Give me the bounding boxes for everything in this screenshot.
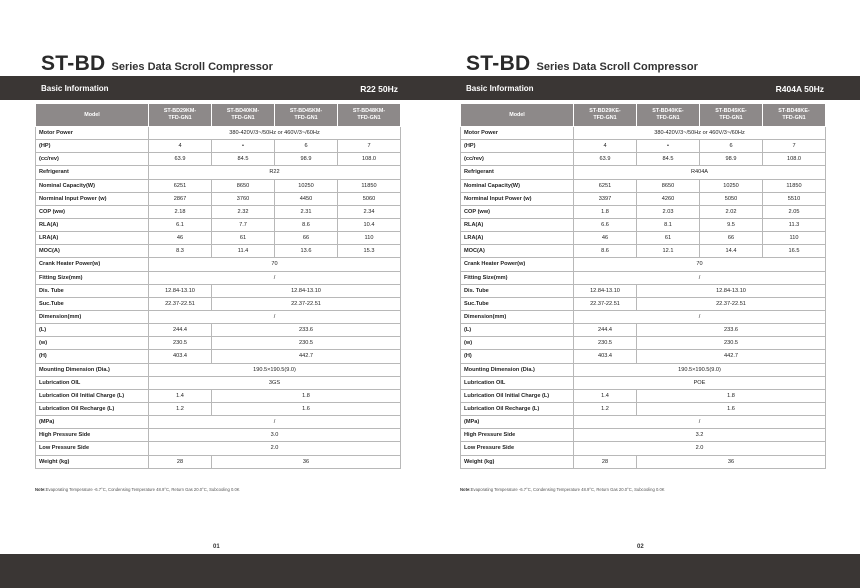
table-row	[461, 153, 826, 166]
row-label: Refrigerant	[461, 166, 574, 179]
table-cell: 7	[763, 140, 826, 153]
table-row	[461, 402, 826, 415]
table-cell: 2.02	[700, 205, 763, 218]
table-cell: 98.9	[700, 153, 763, 166]
table-cell: 244.4	[149, 324, 212, 337]
row-label: Dimension(mm)	[461, 310, 574, 323]
table-row	[461, 376, 826, 389]
row-label: Nominal Capacity(W)	[36, 179, 149, 192]
table-cell: R22	[149, 166, 401, 179]
row-label: (MPa)	[461, 416, 574, 429]
row-label: Fitting Size(mm)	[36, 271, 149, 284]
table-row	[461, 324, 826, 337]
table-cell: 2.05	[763, 205, 826, 218]
table-row	[36, 205, 401, 218]
table-cell: 403.4	[574, 350, 637, 363]
table-row	[461, 140, 826, 153]
table-cell: 5050	[700, 192, 763, 205]
table-cell: 22.37-22.51	[637, 297, 826, 310]
table-cell: 230.5	[574, 337, 637, 350]
spec-table	[460, 103, 826, 469]
row-label: Low Pressure Side	[461, 442, 574, 455]
table-cell: R404A	[574, 166, 826, 179]
table-cell: 12.84-13.10	[574, 284, 637, 297]
table-cell: 14.4	[700, 245, 763, 258]
table-row	[36, 310, 401, 323]
table-row	[461, 337, 826, 350]
table-cell: 10250	[700, 179, 763, 192]
note	[35, 487, 240, 492]
title-main: ST-BD	[466, 52, 531, 75]
spec-table	[35, 103, 401, 469]
table-row	[36, 218, 401, 231]
page-title	[466, 52, 698, 76]
table-cell: 1.4	[574, 389, 637, 402]
row-label: Crank Heater Power(w)	[36, 258, 149, 271]
model-column-header: ST-BD40KE- TFD-GN1	[637, 104, 700, 127]
row-label: Suc.Tube	[36, 297, 149, 310]
table-cell: 4	[574, 140, 637, 153]
table-cell: 3GS	[149, 376, 401, 389]
table-cell: /	[149, 271, 401, 284]
table-cell: 1.2	[149, 402, 212, 415]
table-cell: 9.5	[700, 218, 763, 231]
model-header: Model	[461, 104, 574, 127]
row-label: LRA(A)	[36, 232, 149, 245]
table-row	[36, 416, 401, 429]
table-cell: 233.6	[212, 324, 401, 337]
table-cell: 8.1	[637, 218, 700, 231]
row-label: RLA(A)	[461, 218, 574, 231]
table-row	[36, 153, 401, 166]
title-sub: Series Data Scroll Compressor	[111, 61, 273, 73]
note-label: Note:	[35, 487, 46, 492]
row-label: High Pressure Side	[461, 429, 574, 442]
model-column-header: ST-BD45KE- TFD-GN1	[700, 104, 763, 127]
table-cell: /	[149, 310, 401, 323]
footer-bar	[0, 554, 860, 588]
note-text: Evaporating Temperature -6.7°C, Condensing Temperature 48.9°C, Return Gas 20.0°C, Subcooling 0.0K	[45, 487, 240, 492]
table-cell: 46	[574, 232, 637, 245]
row-label: (w)	[36, 337, 149, 350]
model-column-header: ST-BD45KM- TFD-GN1	[275, 104, 338, 127]
table-cell: 2.18	[149, 205, 212, 218]
table-cell: /	[574, 310, 826, 323]
table-row	[461, 363, 826, 376]
row-label: RLA(A)	[36, 218, 149, 231]
table-row	[36, 271, 401, 284]
table-cell: 22.37-22.51	[212, 297, 401, 310]
table-cell: 190.5×190.5(9.0)	[149, 363, 401, 376]
row-label: (HP)	[461, 140, 574, 153]
row-label: Dis. Tube	[461, 284, 574, 297]
table-cell: 1.6	[212, 402, 401, 415]
table-row	[461, 245, 826, 258]
row-label: MOC(A)	[36, 245, 149, 258]
row-label: Weight (kg)	[36, 455, 149, 468]
model-header: Model	[36, 104, 149, 127]
table-cell: 3397	[574, 192, 637, 205]
table-cell: 3.2	[574, 429, 826, 442]
table-cell: •	[637, 140, 700, 153]
row-label: Dis. Tube	[36, 284, 149, 297]
table-row	[36, 389, 401, 402]
table-cell: 66	[275, 232, 338, 245]
table-row	[461, 232, 826, 245]
table-row	[36, 455, 401, 468]
row-label: Lubrication Oil Recharge (L)	[36, 402, 149, 415]
table-row	[461, 192, 826, 205]
note	[460, 487, 665, 492]
table-row	[36, 337, 401, 350]
table-cell: 6.6	[574, 218, 637, 231]
table-cell: 7.7	[212, 218, 275, 231]
table-cell: 230.5	[637, 337, 826, 350]
row-label: High Pressure Side	[36, 429, 149, 442]
table-cell: 1.8	[574, 205, 637, 218]
table-cell: 1.4	[149, 389, 212, 402]
table-row	[36, 363, 401, 376]
table-header-row	[36, 104, 401, 127]
table-cell: 63.9	[574, 153, 637, 166]
page-title	[41, 52, 273, 76]
table-row	[36, 245, 401, 258]
table-cell: 13.6	[275, 245, 338, 258]
model-column-header: ST-BD40KM- TFD-GN1	[212, 104, 275, 127]
table-cell: 5510	[763, 192, 826, 205]
table-cell: 63.9	[149, 153, 212, 166]
row-label: Norminal Input Power (w)	[36, 192, 149, 205]
table-cell: 36	[637, 455, 826, 468]
row-label: Lubrication Oil Initial Charge (L)	[36, 389, 149, 402]
row-label: Fitting Size(mm)	[461, 271, 574, 284]
page-number: 01	[213, 544, 220, 550]
table-cell: 6	[700, 140, 763, 153]
row-label: Lubrication Oil Recharge (L)	[461, 402, 574, 415]
table-cell: 46	[149, 232, 212, 245]
table-row	[36, 429, 401, 442]
table-row	[36, 232, 401, 245]
table-row	[36, 179, 401, 192]
table-cell: 22.37-22.51	[574, 297, 637, 310]
table-cell: 380-420V/3~/50Hz or 460V/3~/60Hz	[149, 127, 401, 140]
table-cell: 4	[149, 140, 212, 153]
table-cell: 8.6	[574, 245, 637, 258]
table-cell: 6251	[149, 179, 212, 192]
row-label: LRA(A)	[461, 232, 574, 245]
table-row	[461, 284, 826, 297]
row-label: Low Pressure Side	[36, 442, 149, 455]
table-row	[461, 297, 826, 310]
model-column-header: ST-BD48KM- TFD-GN1	[338, 104, 401, 127]
table-cell: 61	[212, 232, 275, 245]
row-label: (H)	[461, 350, 574, 363]
table-cell: 15.3	[338, 245, 401, 258]
table-row	[36, 284, 401, 297]
row-label: Crank Heater Power(w)	[461, 258, 574, 271]
table-row	[36, 402, 401, 415]
table-cell: 2.34	[338, 205, 401, 218]
table-cell: 3.0	[149, 429, 401, 442]
table-row	[36, 140, 401, 153]
row-label: Refrigerant	[36, 166, 149, 179]
table-cell: 12.84-13.10	[637, 284, 826, 297]
table-cell: 11850	[763, 179, 826, 192]
table-cell: 3760	[212, 192, 275, 205]
table-cell: 2.0	[149, 442, 401, 455]
table-cell: 4450	[275, 192, 338, 205]
table-cell: 2.32	[212, 205, 275, 218]
table-cell: 8.3	[149, 245, 212, 258]
table-cell: 108.0	[763, 153, 826, 166]
table-row	[36, 127, 401, 140]
model-column-header: ST-BD29KE- TFD-GN1	[574, 104, 637, 127]
table-cell: 6.1	[149, 218, 212, 231]
table-cell: 16.5	[763, 245, 826, 258]
table-row	[461, 218, 826, 231]
table-cell: /	[574, 416, 826, 429]
table-cell: 6251	[574, 179, 637, 192]
table-cell: 6	[275, 140, 338, 153]
table-row	[36, 166, 401, 179]
table-cell: 70	[149, 258, 401, 271]
table-cell: 28	[149, 455, 212, 468]
row-label: (cc/rev)	[461, 153, 574, 166]
page-number: 02	[637, 544, 644, 550]
row-label: (MPa)	[36, 416, 149, 429]
table-cell: 230.5	[149, 337, 212, 350]
table-cell: •	[212, 140, 275, 153]
table-cell: 70	[574, 258, 826, 271]
table-cell: 1.2	[574, 402, 637, 415]
table-row	[461, 455, 826, 468]
row-label: Lubrication OIL	[36, 376, 149, 389]
table-cell: 10250	[275, 179, 338, 192]
table-cell: 84.5	[212, 153, 275, 166]
table-cell: 8650	[637, 179, 700, 192]
table-cell: 7	[338, 140, 401, 153]
table-cell: 61	[637, 232, 700, 245]
basic-information-label: Basic Information	[41, 84, 109, 93]
table-row	[36, 376, 401, 389]
table-row	[461, 258, 826, 271]
title-main: ST-BD	[41, 52, 106, 75]
title-sub: Series Data Scroll Compressor	[536, 61, 698, 73]
table-cell: 1.8	[637, 389, 826, 402]
table-row	[36, 350, 401, 363]
table-cell: 11850	[338, 179, 401, 192]
note-text: Evaporating Temperature -6.7°C, Condensing Temperature 48.9°C, Return Gas 20.0°C, Subcooling 0.0K	[470, 487, 665, 492]
table-cell: /	[574, 271, 826, 284]
table-cell: 110	[338, 232, 401, 245]
table-cell: 442.7	[212, 350, 401, 363]
refrigerant-frequency-label: R404A 50Hz	[775, 84, 824, 94]
basic-information-bar	[0, 76, 430, 100]
table-cell: 8650	[212, 179, 275, 192]
table-cell: 66	[700, 232, 763, 245]
table-cell: 2.03	[637, 205, 700, 218]
row-label: Norminal Input Power (w)	[461, 192, 574, 205]
table-row	[36, 442, 401, 455]
table-row	[461, 166, 826, 179]
table-cell: 22.37-22.51	[149, 297, 212, 310]
table-cell: 233.6	[637, 324, 826, 337]
table-cell: 230.5	[212, 337, 401, 350]
row-label: COP (ww)	[461, 205, 574, 218]
table-cell: 28	[574, 455, 637, 468]
table-cell: 4260	[637, 192, 700, 205]
table-row	[461, 271, 826, 284]
table-row	[461, 205, 826, 218]
table-header-row	[461, 104, 826, 127]
row-label: (H)	[36, 350, 149, 363]
table-cell: 2.31	[275, 205, 338, 218]
table-cell: 2.0	[574, 442, 826, 455]
page-right	[430, 0, 860, 588]
table-cell: 12.1	[637, 245, 700, 258]
table-row	[461, 429, 826, 442]
row-label: Lubrication OIL	[461, 376, 574, 389]
table-cell: 190.5×190.5(9.0)	[574, 363, 826, 376]
model-column-header: ST-BD48KE- TFD-GN1	[763, 104, 826, 127]
table-row	[36, 297, 401, 310]
row-label: Motor Power	[461, 127, 574, 140]
table-cell: 12.84-13.10	[212, 284, 401, 297]
table-cell: 8.6	[275, 218, 338, 231]
table-row	[461, 179, 826, 192]
row-label: Lubrication Oil Initial Charge (L)	[461, 389, 574, 402]
table-cell: 12.84-13.10	[149, 284, 212, 297]
table-cell: 84.5	[637, 153, 700, 166]
table-cell: 11.4	[212, 245, 275, 258]
table-row	[461, 310, 826, 323]
table-row	[36, 192, 401, 205]
table-cell: 380-420V/3~/50Hz or 460V/3~/60Hz	[574, 127, 826, 140]
table-row	[461, 416, 826, 429]
table-cell: /	[149, 416, 401, 429]
row-label: MOC(A)	[461, 245, 574, 258]
row-label: (L)	[461, 324, 574, 337]
table-cell: 5060	[338, 192, 401, 205]
basic-information-bar	[430, 76, 860, 100]
table-row	[461, 442, 826, 455]
table-cell: 1.8	[212, 389, 401, 402]
table-row	[461, 127, 826, 140]
table-cell: 98.9	[275, 153, 338, 166]
row-label: Dimension(mm)	[36, 310, 149, 323]
row-label: Mounting Dimension (Dia.)	[461, 363, 574, 376]
table-row	[461, 389, 826, 402]
table-cell: 1.6	[637, 402, 826, 415]
table-row	[461, 350, 826, 363]
row-label: Suc.Tube	[461, 297, 574, 310]
row-label: Mounting Dimension (Dia.)	[36, 363, 149, 376]
table-row	[36, 258, 401, 271]
row-label: Motor Power	[36, 127, 149, 140]
table-cell: 10.4	[338, 218, 401, 231]
table-cell: 108.0	[338, 153, 401, 166]
row-label: COP (ww)	[36, 205, 149, 218]
table-cell: 110	[763, 232, 826, 245]
table-cell: 442.7	[637, 350, 826, 363]
table-cell: 403.4	[149, 350, 212, 363]
table-cell: POE	[574, 376, 826, 389]
row-label: (HP)	[36, 140, 149, 153]
refrigerant-frequency-label: R22 50Hz	[360, 84, 398, 94]
table-row	[36, 324, 401, 337]
table-cell: 11.3	[763, 218, 826, 231]
basic-information-label: Basic Information	[466, 84, 534, 93]
row-label: Weight (kg)	[461, 455, 574, 468]
note-label: Note:	[460, 487, 471, 492]
row-label: (L)	[36, 324, 149, 337]
model-column-header: ST-BD29KM- TFD-GN1	[149, 104, 212, 127]
row-label: (cc/rev)	[36, 153, 149, 166]
row-label: Nominal Capacity(W)	[461, 179, 574, 192]
row-label: (w)	[461, 337, 574, 350]
table-cell: 36	[212, 455, 401, 468]
table-cell: 244.4	[574, 324, 637, 337]
table-cell: 2867	[149, 192, 212, 205]
